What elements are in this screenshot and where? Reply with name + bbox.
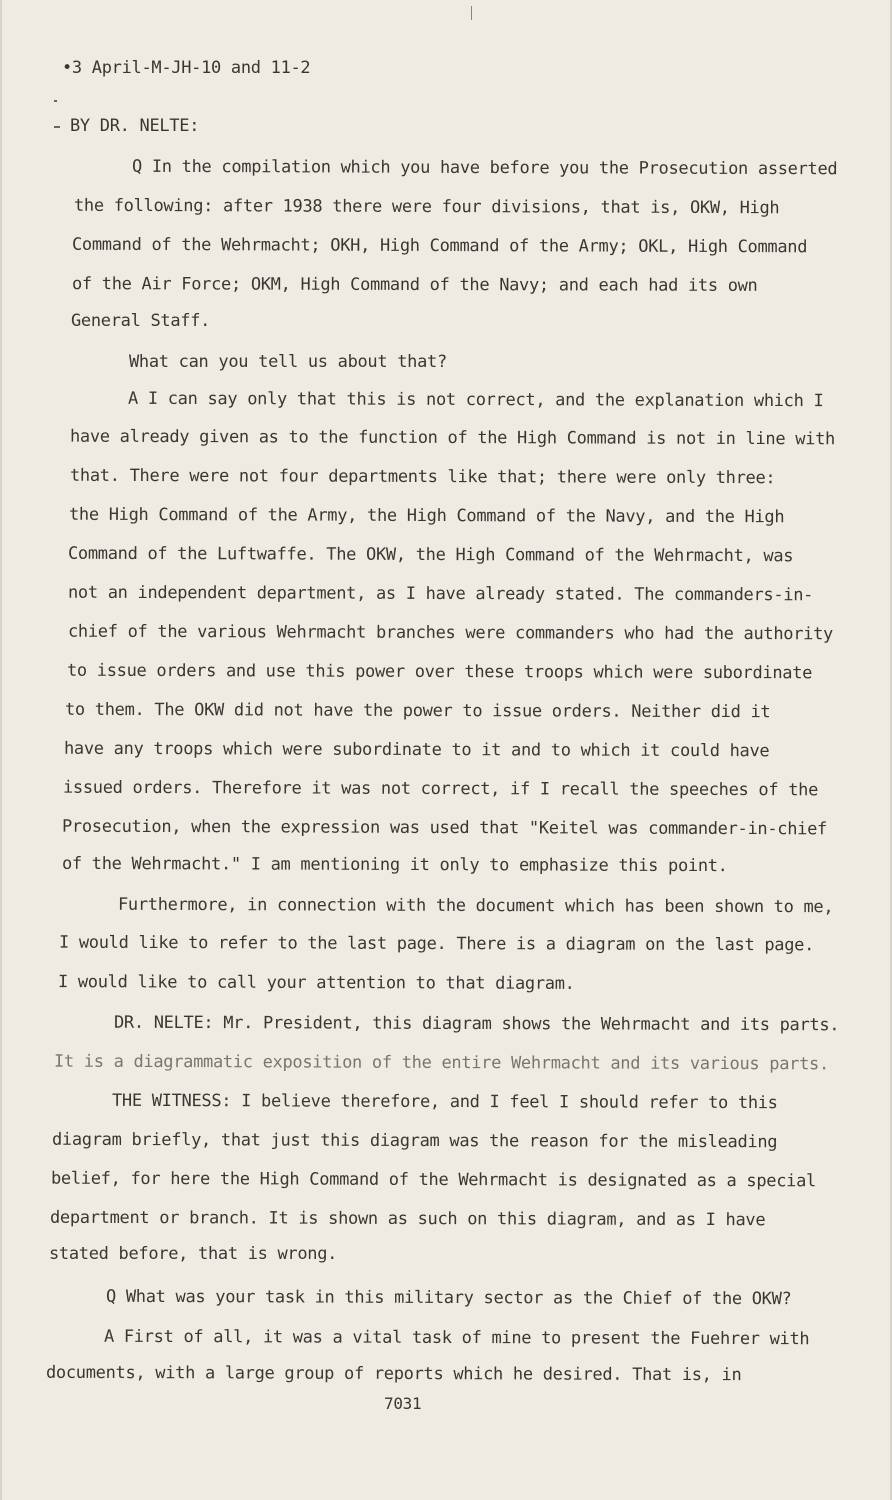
text-line: have any troops which were subordinate to it and to which it could have [63, 738, 770, 762]
text-line: documents, with a large group of reports which he desired. That is, in [45, 1362, 742, 1386]
text-line: diagram briefly, that just this diagram was the reason for the misleading [51, 1129, 778, 1153]
text-line: of the Wehrmacht." I am mentioning it only to emphasize this point. [61, 853, 728, 877]
text-line: A First of all, it was a vital task of mine to present the Fuehrer with [103, 1326, 810, 1350]
text-line: Furthermore, in connection with the document which has been shown to me, [117, 894, 834, 918]
text-line: I would like to call your attention to that diagram. [57, 972, 575, 994]
text-line: chief of the various Wehrmacht branches were commanders who had the authority [67, 621, 834, 645]
text-line: to issue orders and use this power over these troops which were subordinate [66, 660, 813, 684]
document-header: •3 April-M-JH-10 and 11-2 [62, 58, 311, 78]
text-line: issued orders. Therefore it was not correct, if I recall the speeches of the [62, 777, 819, 801]
text-line: stated before, that is wrong. [49, 1244, 338, 1264]
text-line: the following: after 1938 there were four divisions, that is, OKW, High [73, 195, 780, 219]
text-line: A I can say only that this is not correct, and the explanation which I [127, 388, 824, 412]
text-line: Command of the Wehrmacht; OKH, High Command of the Army; OKL, High Command [71, 234, 808, 258]
text-line: It is a diagrammatic exposition of the entire Wehrmacht and its various parts. [53, 1051, 829, 1075]
margin-dash-mark [54, 126, 60, 128]
text-line: that. There were not four departments like that; there were only three: [69, 465, 776, 489]
text-line: of the Air Force; OKM, High Command of the Navy; and each had its own [71, 274, 758, 296]
text-line: have already given as to the function of the High Command is not in line with [69, 426, 836, 450]
text-line: General Staff. [71, 311, 211, 331]
page-number: 7031 [384, 1394, 422, 1413]
text-line: What can you tell us about that? [129, 352, 447, 372]
text-line: Q What was your task in this military sector as the Chief of the OKW? [105, 1286, 792, 1310]
text-line: the High Command of the Army, the High Command of the Navy, and the High [68, 504, 785, 528]
text-line: Q In the compilation which you have before you the Prosecution asserted [131, 156, 838, 180]
text-line: not an independent department, as I have already stated. The commanders-in- [67, 582, 814, 606]
text-line: Command of the Luftwaffe. The OKW, the High Command of the Wehrmacht, was [67, 543, 794, 567]
text-line: to them. The OKW did not have the power to issue orders. Neither did it [64, 699, 771, 723]
text-line: I would like to refer to the last page. There is a diagram on the last page. [58, 932, 815, 956]
speaker-label: BY DR. NELTE: [70, 116, 200, 136]
text-line: Prosecution, when the expression was used that "Keitel was commander-in-chief [61, 816, 828, 840]
text-line: THE WITNESS: I believe therefore, and I feel I should refer to this [111, 1090, 778, 1114]
text-line: department or branch. It is shown as such on this diagram, and as I have [49, 1207, 766, 1231]
ink-speck [54, 100, 57, 102]
text-line: DR. NELTE: Mr. President, this diagram shows the Wehrmacht and its parts. [113, 1012, 840, 1036]
text-line: belief, for here the High Command of the Wehrmacht is designated as a special [50, 1168, 817, 1192]
top-crease-mark [471, 6, 472, 20]
